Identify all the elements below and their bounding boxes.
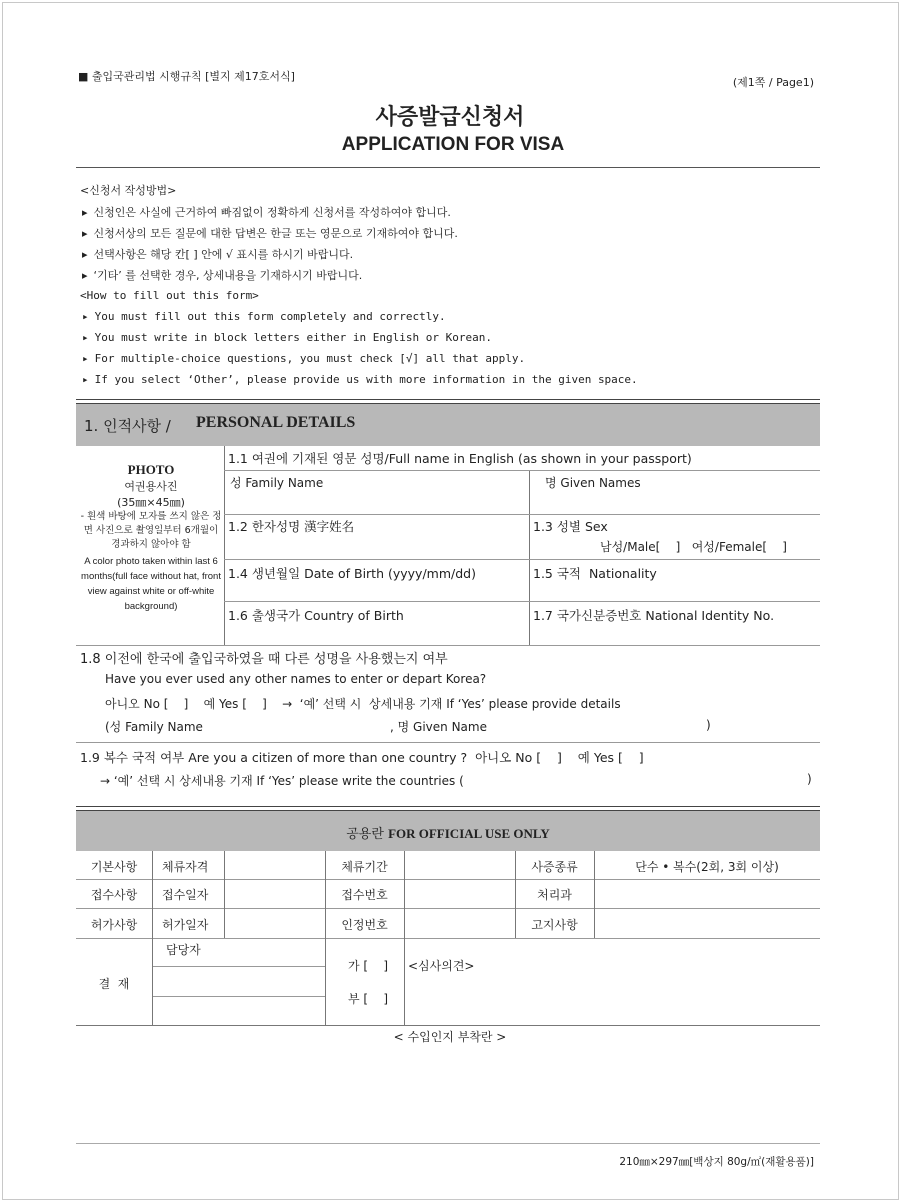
field-1-8-given-name[interactable]: , 명 Given Name	[390, 720, 487, 734]
photo-ko-label: 여권용사진	[124, 480, 178, 493]
photo-label: PHOTO	[127, 462, 175, 477]
instruction-ko-4: ▸ ‘기타’ 를 선택한 경우, 상세내용을 기재하시기 바랍니다.	[82, 267, 362, 283]
field-1-8-close: )	[706, 718, 711, 732]
visa-type-options: 단수 • 복수(2회, 3회 이상)	[635, 860, 779, 874]
field-1-8-options[interactable]: 아니오 No [ ] 예 Yes [ ] → ‘예’ 선택 시 상세내용 기재 If ‘Yes’ please provide details	[105, 697, 621, 711]
official-title-en: FOR OFFICIAL USE ONLY	[388, 826, 550, 841]
field-1-6-label: 1.6 출생국가 Country of Birth	[228, 608, 404, 623]
photo-en-note: A color photo taken within last 6 months(full face without hat, front view against white or off-white background)	[81, 556, 221, 612]
field-1-7-label: 1.7 국가신분증번호 National Identity No.	[533, 608, 775, 623]
sex-options[interactable]: 남성/Male[ ] 여성/Female[ ]	[600, 540, 787, 554]
instruction-en-1: ▸ You must fill out this form completely and correctly.	[82, 310, 446, 323]
person-in-charge-label: 담당자	[166, 943, 201, 957]
instruction-en-4: ▸ If you select ‘Other’, please provide us with more information in the given space.	[82, 373, 638, 386]
official-header	[76, 811, 820, 851]
field-1-8-label: 1.8 이전에 한국에 출입국하였을 때 다른 성명을 사용했는지 여부	[80, 652, 448, 667]
period-label: 체류기간	[341, 860, 388, 874]
instruction-ko-3: ▸ 선택사항은 해당 칸[ ] 안에 √ 표시를 하시기 바랍니다.	[82, 246, 353, 262]
title-korean: 사증발급신청서	[375, 105, 525, 130]
official-bottom-line	[76, 1025, 820, 1026]
field-1-9-label[interactable]: 1.9 복수 국적 여부 Are you a citizen of more than one country ? 아니오 No [ ] 예 Yes [ ]	[80, 750, 644, 765]
row-line-6	[76, 742, 820, 743]
field-1-5-label: 1.5 국적 Nationality	[533, 566, 657, 581]
field-1-4-label: 1.4 생년월일 Date of Birth (yyyy/mm/dd)	[228, 566, 476, 581]
row-line-3	[224, 559, 820, 560]
review-opinion-label: <심사의견>	[408, 959, 475, 973]
family-name-label: 성 Family Name	[230, 476, 324, 490]
status-label: 체류자격	[162, 860, 209, 874]
section-1-header	[76, 404, 820, 446]
form-reference: ■ 출입국관리법 시행규칙 [별지 제17호서식]	[78, 70, 295, 83]
official-row-line-3	[76, 938, 820, 939]
title-english: APPLICATION FOR VISA	[341, 134, 565, 155]
section-1-number: 1. 인적사항 /	[84, 417, 171, 435]
instruction-ko-1: ▸ 신청인은 사실에 근거하여 빠짐없이 정확하게 신청서를 작성하여야 합니다.	[82, 204, 451, 220]
official-vline-1	[152, 851, 153, 1025]
photo-box[interactable]	[78, 462, 224, 614]
paper-spec: 210㎜×297㎜[백상지 80g/㎡(재활용품)]	[619, 1156, 814, 1168]
reject-checkbox[interactable]: 부 [ ]	[348, 992, 389, 1006]
date-of-birth-field[interactable]	[228, 564, 526, 600]
given-names-label: 명 Given Names	[545, 476, 641, 490]
field-1-2-label: 1.2 한자성명 漢字姓名	[228, 519, 355, 534]
instructions-en-heading: <How to fill out this form>	[80, 289, 259, 302]
section-1-title: PERSONAL DETAILS	[196, 414, 356, 431]
permission-label: 허가사항	[90, 918, 138, 932]
instruction-ko-2: ▸ 신청서상의 모든 질문에 대한 답변은 한글 또는 영문으로 기재하여야 합니다.	[82, 225, 458, 241]
instruction-en-3: ▸ For multiple-choice questions, you must check [√] all that apply.	[82, 352, 525, 365]
stamp-area-label: < 수입인지 부착란 >	[393, 1030, 507, 1044]
column-divider	[529, 470, 530, 645]
family-name-field[interactable]	[230, 474, 526, 512]
official-vline-2	[224, 851, 225, 938]
official-vline-3	[325, 851, 326, 1025]
title-rule	[76, 167, 820, 168]
nationality-field[interactable]	[533, 564, 815, 600]
national-id-field[interactable]	[533, 606, 815, 642]
footer-rule	[76, 1143, 820, 1144]
official-row-line-2	[76, 908, 820, 909]
row-line-2	[224, 514, 820, 515]
field-1-9-close: )	[807, 772, 812, 786]
field-1-9-detail[interactable]: → ‘예’ 선택 시 상세내용 기재 If ‘Yes’ please write the countries (	[100, 774, 464, 788]
reception-label: 접수사항	[90, 888, 138, 902]
given-names-field[interactable]	[545, 474, 815, 512]
page-label: (제1쪽 / Page1)	[732, 76, 814, 89]
instruction-en-2: ▸ You must write in block letters either in English or Korean.	[82, 331, 492, 344]
instructions-ko-heading: <신청서 작성방법>	[80, 184, 177, 197]
photo-size: (35㎜×45㎜)	[117, 496, 185, 509]
field-1-8-family-name[interactable]: (성 Family Name	[105, 720, 203, 734]
permission-date-label: 허가일자	[162, 918, 209, 932]
photo-ko-note: - 흰색 바탕에 모자를 쓰지 않은 정면 사진으로 촬영일부터 6개월이 경과하지 않아야 함	[80, 511, 222, 550]
row-line-1	[224, 470, 820, 471]
approval-line-1	[152, 966, 325, 967]
approval-number-label: 인정번호	[341, 918, 388, 932]
row-line-5	[76, 645, 820, 646]
row-line-4	[224, 601, 820, 602]
visa-type-label: 사증종류	[531, 860, 578, 874]
country-of-birth-field[interactable]	[228, 606, 526, 642]
reception-date-label: 접수일자	[162, 888, 209, 902]
field-1-8-english: Have you ever used any other names to enter or depart Korea?	[105, 672, 487, 686]
reception-number-label: 접수번호	[341, 888, 388, 902]
basic-info-label: 기본사항	[90, 860, 138, 874]
approval-line-2	[152, 996, 325, 997]
photo-divider	[224, 446, 225, 645]
official-title-ko: 공용란	[346, 827, 389, 842]
processing-dept-label: 처리과	[537, 888, 572, 902]
notice-label: 고지사항	[531, 918, 578, 932]
official-vline-4	[404, 851, 405, 1025]
official-row-line-1	[76, 879, 820, 880]
field-1-1-label: 1.1 여권에 기재된 영문 성명/Full name in English (as shown in your passport)	[228, 451, 692, 466]
chinese-name-field[interactable]	[228, 517, 526, 557]
field-1-3-label: 1.3 성별 Sex	[533, 519, 608, 534]
approve-checkbox[interactable]: 가 [ ]	[348, 959, 389, 973]
approval-label: 결 재	[98, 977, 130, 991]
